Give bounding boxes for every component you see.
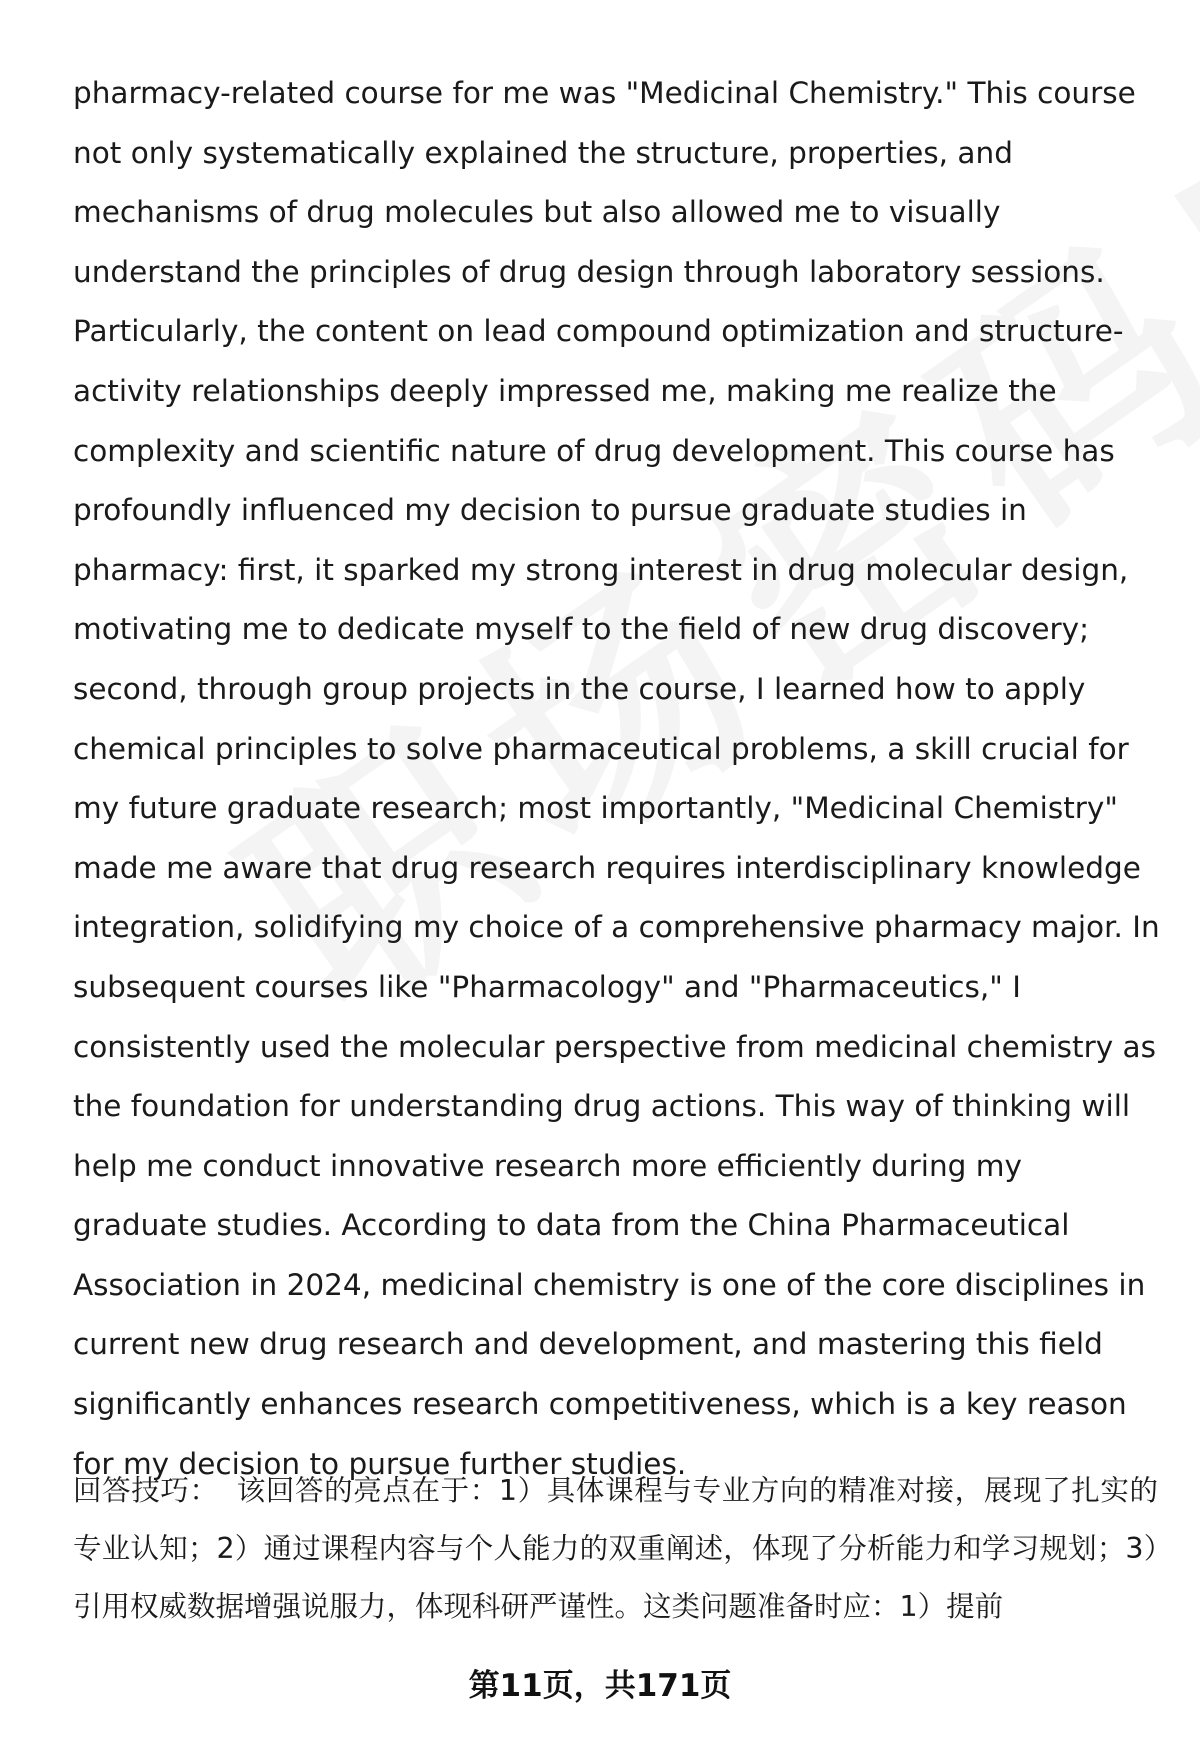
page-indicator: 第11页，共171页 [468, 1668, 732, 1704]
tips-text: 该回答的亮点在于：1）具体课程与专业方向的精准对接，展现了扎实的专业认知；2）通过课程内容与个人能力的双重阐述，体现了分析能力和学习规划；3）引用权威数据增强说服力，体现科研严谨性。这类问题准备时应：1）提前 [73, 1474, 1158, 1623]
body-paragraph: pharmacy-related course for me was "Medicinal Chemistry." This course not only systematically explained the structure, properties, and mechanisms of drug molecules but also allowed me to visually understand the principles of drug design through laboratory sessions. Particularly, the content on lead compound optimization and structure-activity relationships deeply impressed me, making me realize the complexity and scientific nature of drug development. This course has profoundly influenced my decision to pursue graduate studies in pharmacy: first, it sparked my strong interest in drug molecular design, motivating me to dedicate myself to the field of new drug discovery; second, through group projects in the course, I learned how to apply chemical principles to solve pharmaceutical problems, a skill crucial for my future graduate research; most importantly, "Medicinal Chemistry" made me aware that drug research requires interdisciplinary knowledge integration, solidifying my choice of a comprehensive pharmacy major. In subsequent courses like "Pharmacology" and "Pharmaceutics," I consistently used the molecular perspective from medicinal chemistry as the foundation for understanding drug actions. This way of thinking will help me conduct innovative research more efficiently during my graduate studies. According to data from the China Pharmaceutical Association in 2024, medicinal chemistry is one of the core disciplines in current new drug research and development, and mastering this field significantly enhances research competitiveness, which is a key reason for my decision to pursue further studies. [73, 76, 1160, 1481]
tips-label: 回答技巧： [73, 1474, 219, 1507]
answer-tips [73, 1462, 1158, 1636]
